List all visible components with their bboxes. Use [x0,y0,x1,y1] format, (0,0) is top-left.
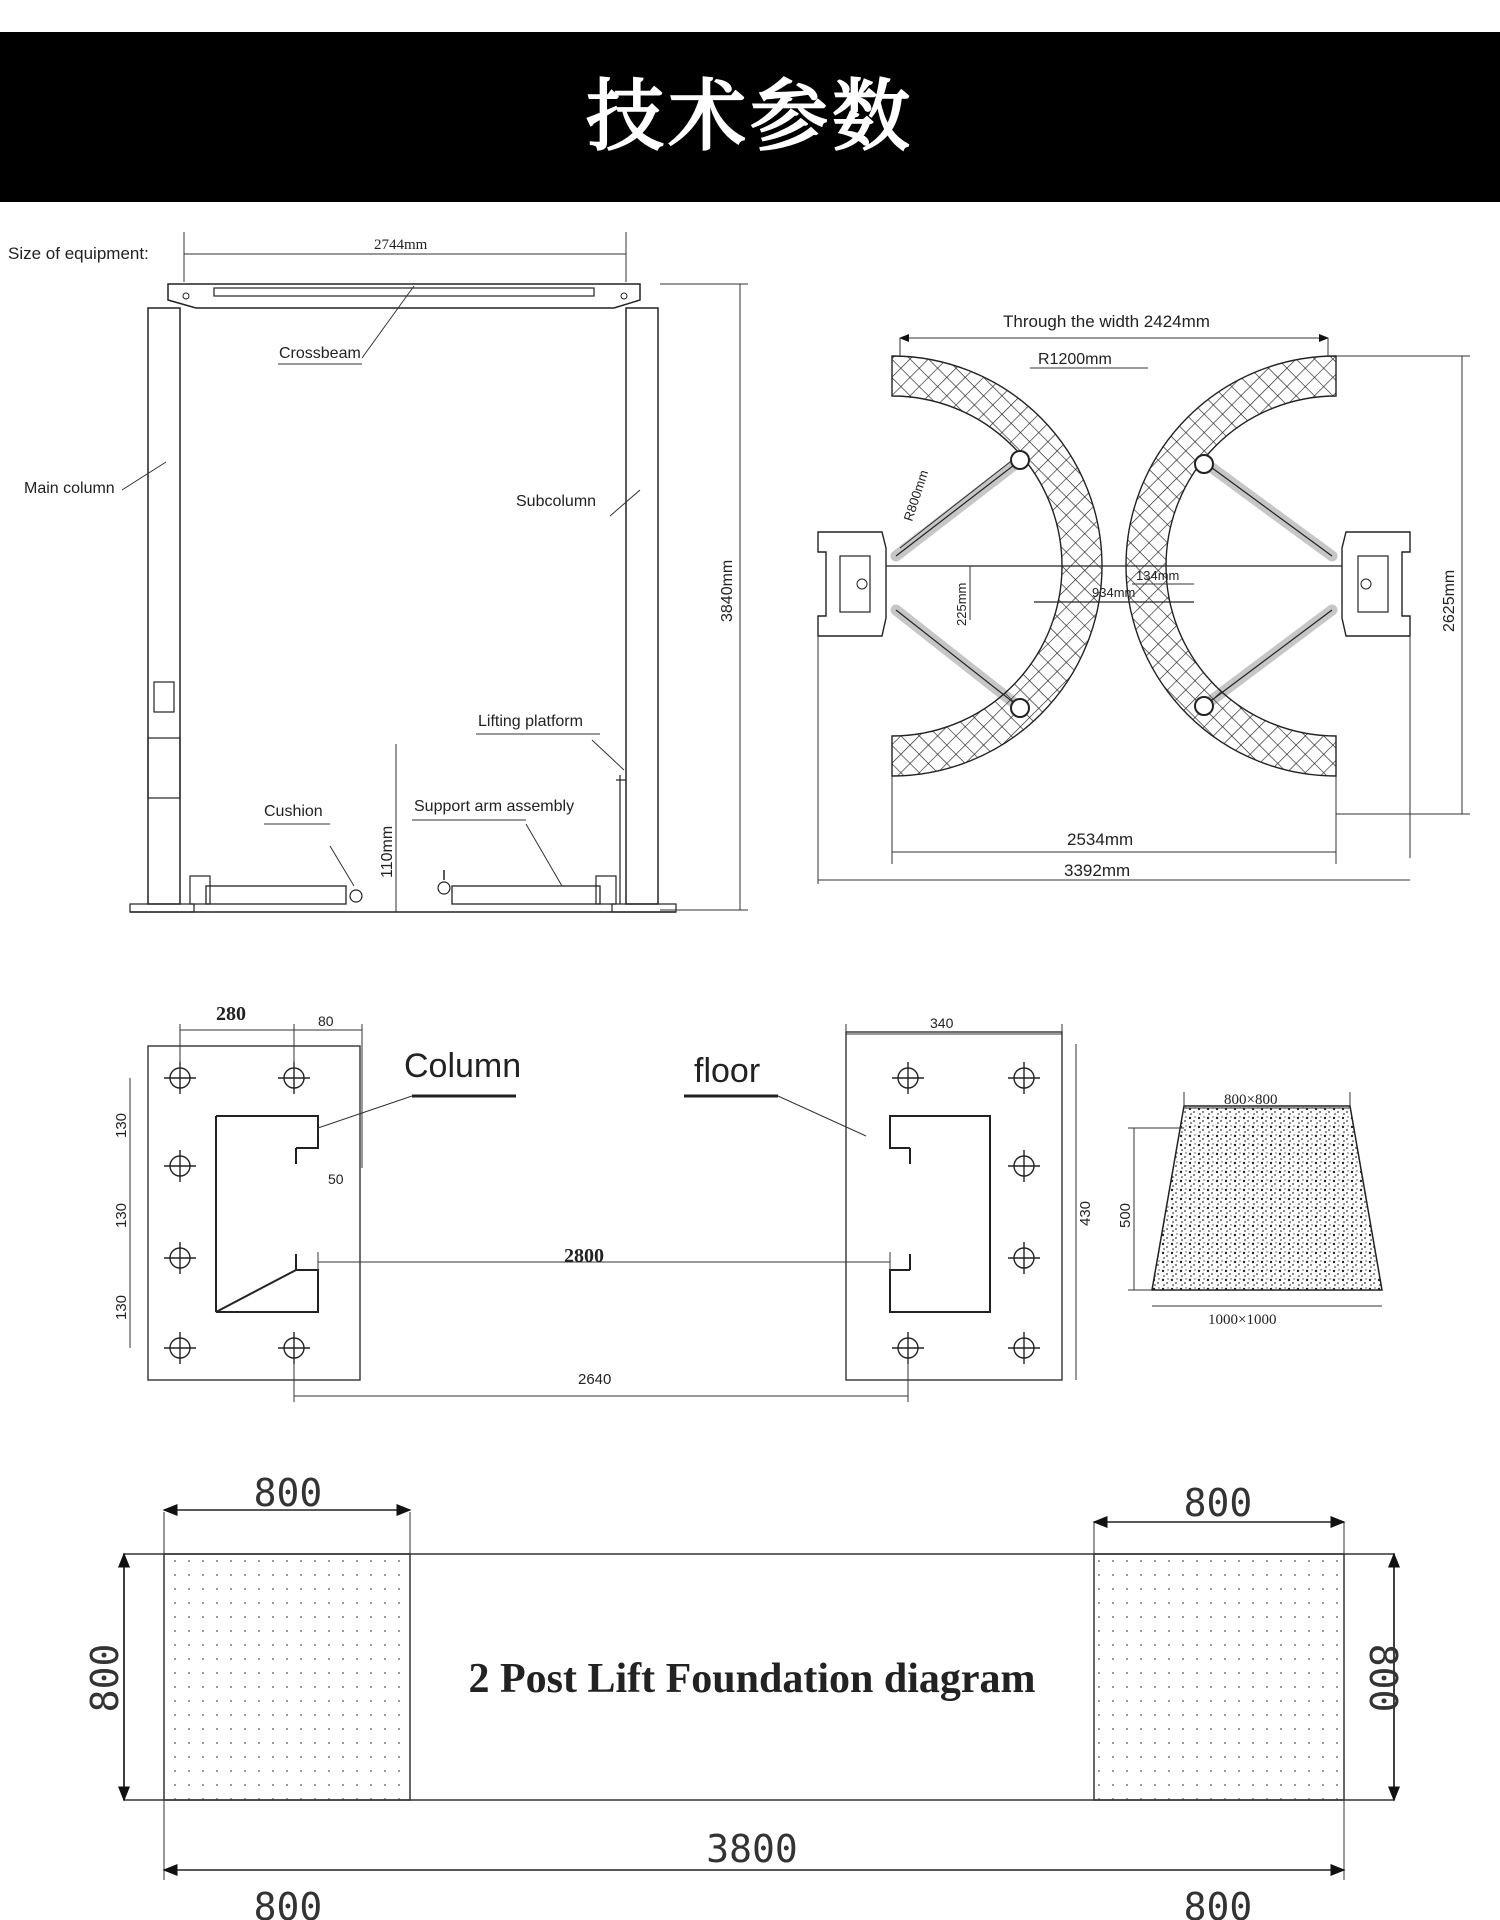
dim-134: 134mm [1136,568,1180,583]
right-width-dim: 800 [1183,1481,1253,1525]
left-height-dim: 800 [83,1643,127,1713]
subcolumn-label: Subcolumn [516,493,597,510]
equipment-height-dim: 3840mm [719,559,736,622]
right-height-dim: 800 [1361,1643,1405,1713]
dim-280: 280 [216,1003,246,1025]
right-base-plate [846,1032,1062,1380]
main-column-label: Main column [24,480,115,497]
dim-130-a: 130 [113,1112,130,1138]
equipment-width-dim: 2744mm [374,237,428,253]
radius-inner-label: R800mm [900,468,932,523]
block-height-dim: 500 [1117,1202,1134,1228]
cushion-label: Cushion [264,803,323,820]
dim-3392: 3392mm [1064,861,1131,880]
equipment-elevation [8,232,748,912]
left-width-dim: 800 [253,1471,323,1515]
dim-80: 80 [318,1013,334,1029]
dim-2625: 2625mm [1441,569,1458,632]
left-column-base [818,532,886,636]
subcolumn-shape [626,308,658,904]
floor-label: floor [694,1052,761,1090]
crossbeam-label: Crossbeam [279,345,361,362]
base-plate-layout [113,1003,1382,1402]
dim-50: 50 [328,1171,344,1187]
size-of-equipment-label: Size of equipment: [8,244,149,263]
block-bottom-dim: 1000×1000 [1208,1312,1277,1328]
radius-outer-label: R1200mm [1038,351,1112,368]
dim-430: 430 [1077,1200,1094,1226]
through-width-label: Through the width 2424mm [1003,312,1210,331]
support-arm-label: Support arm assembly [414,798,575,815]
min-height-dim: 110mm [379,825,396,878]
right-column-base [1342,532,1410,636]
dim-130-c: 130 [113,1294,130,1320]
column-label: Column [404,1047,522,1085]
lifting-platform-label: Lifting platform [478,713,583,730]
concrete-block [1152,1106,1382,1290]
dim-2640: 2640 [578,1371,612,1388]
left-arm-shape [206,886,346,904]
right-arm-shape [452,886,600,904]
bottom-right-dim: 800 [1183,1885,1253,1920]
block-top-dim: 800×800 [1224,1092,1278,1108]
total-length-dim: 3800 [706,1827,798,1871]
left-base-plate [148,1046,360,1380]
dim-340: 340 [930,1015,954,1031]
dim-2800: 2800 [564,1245,604,1267]
dim-225: 225mm [954,582,969,626]
bottom-left-dim: 800 [253,1885,323,1920]
dim-934: 934mm [1092,585,1136,600]
foundation-title: 2 Post Lift Foundation diagram [468,1656,1036,1702]
foundation-diagram [83,1471,1405,1920]
main-column-shape [148,308,180,904]
dim-2534: 2534mm [1067,830,1134,849]
page-title: 技术参数 [585,72,914,162]
top-view-diagram [818,312,1470,884]
left-footing [164,1554,410,1800]
dim-130-b: 130 [113,1202,130,1228]
right-footing [1094,1554,1344,1800]
